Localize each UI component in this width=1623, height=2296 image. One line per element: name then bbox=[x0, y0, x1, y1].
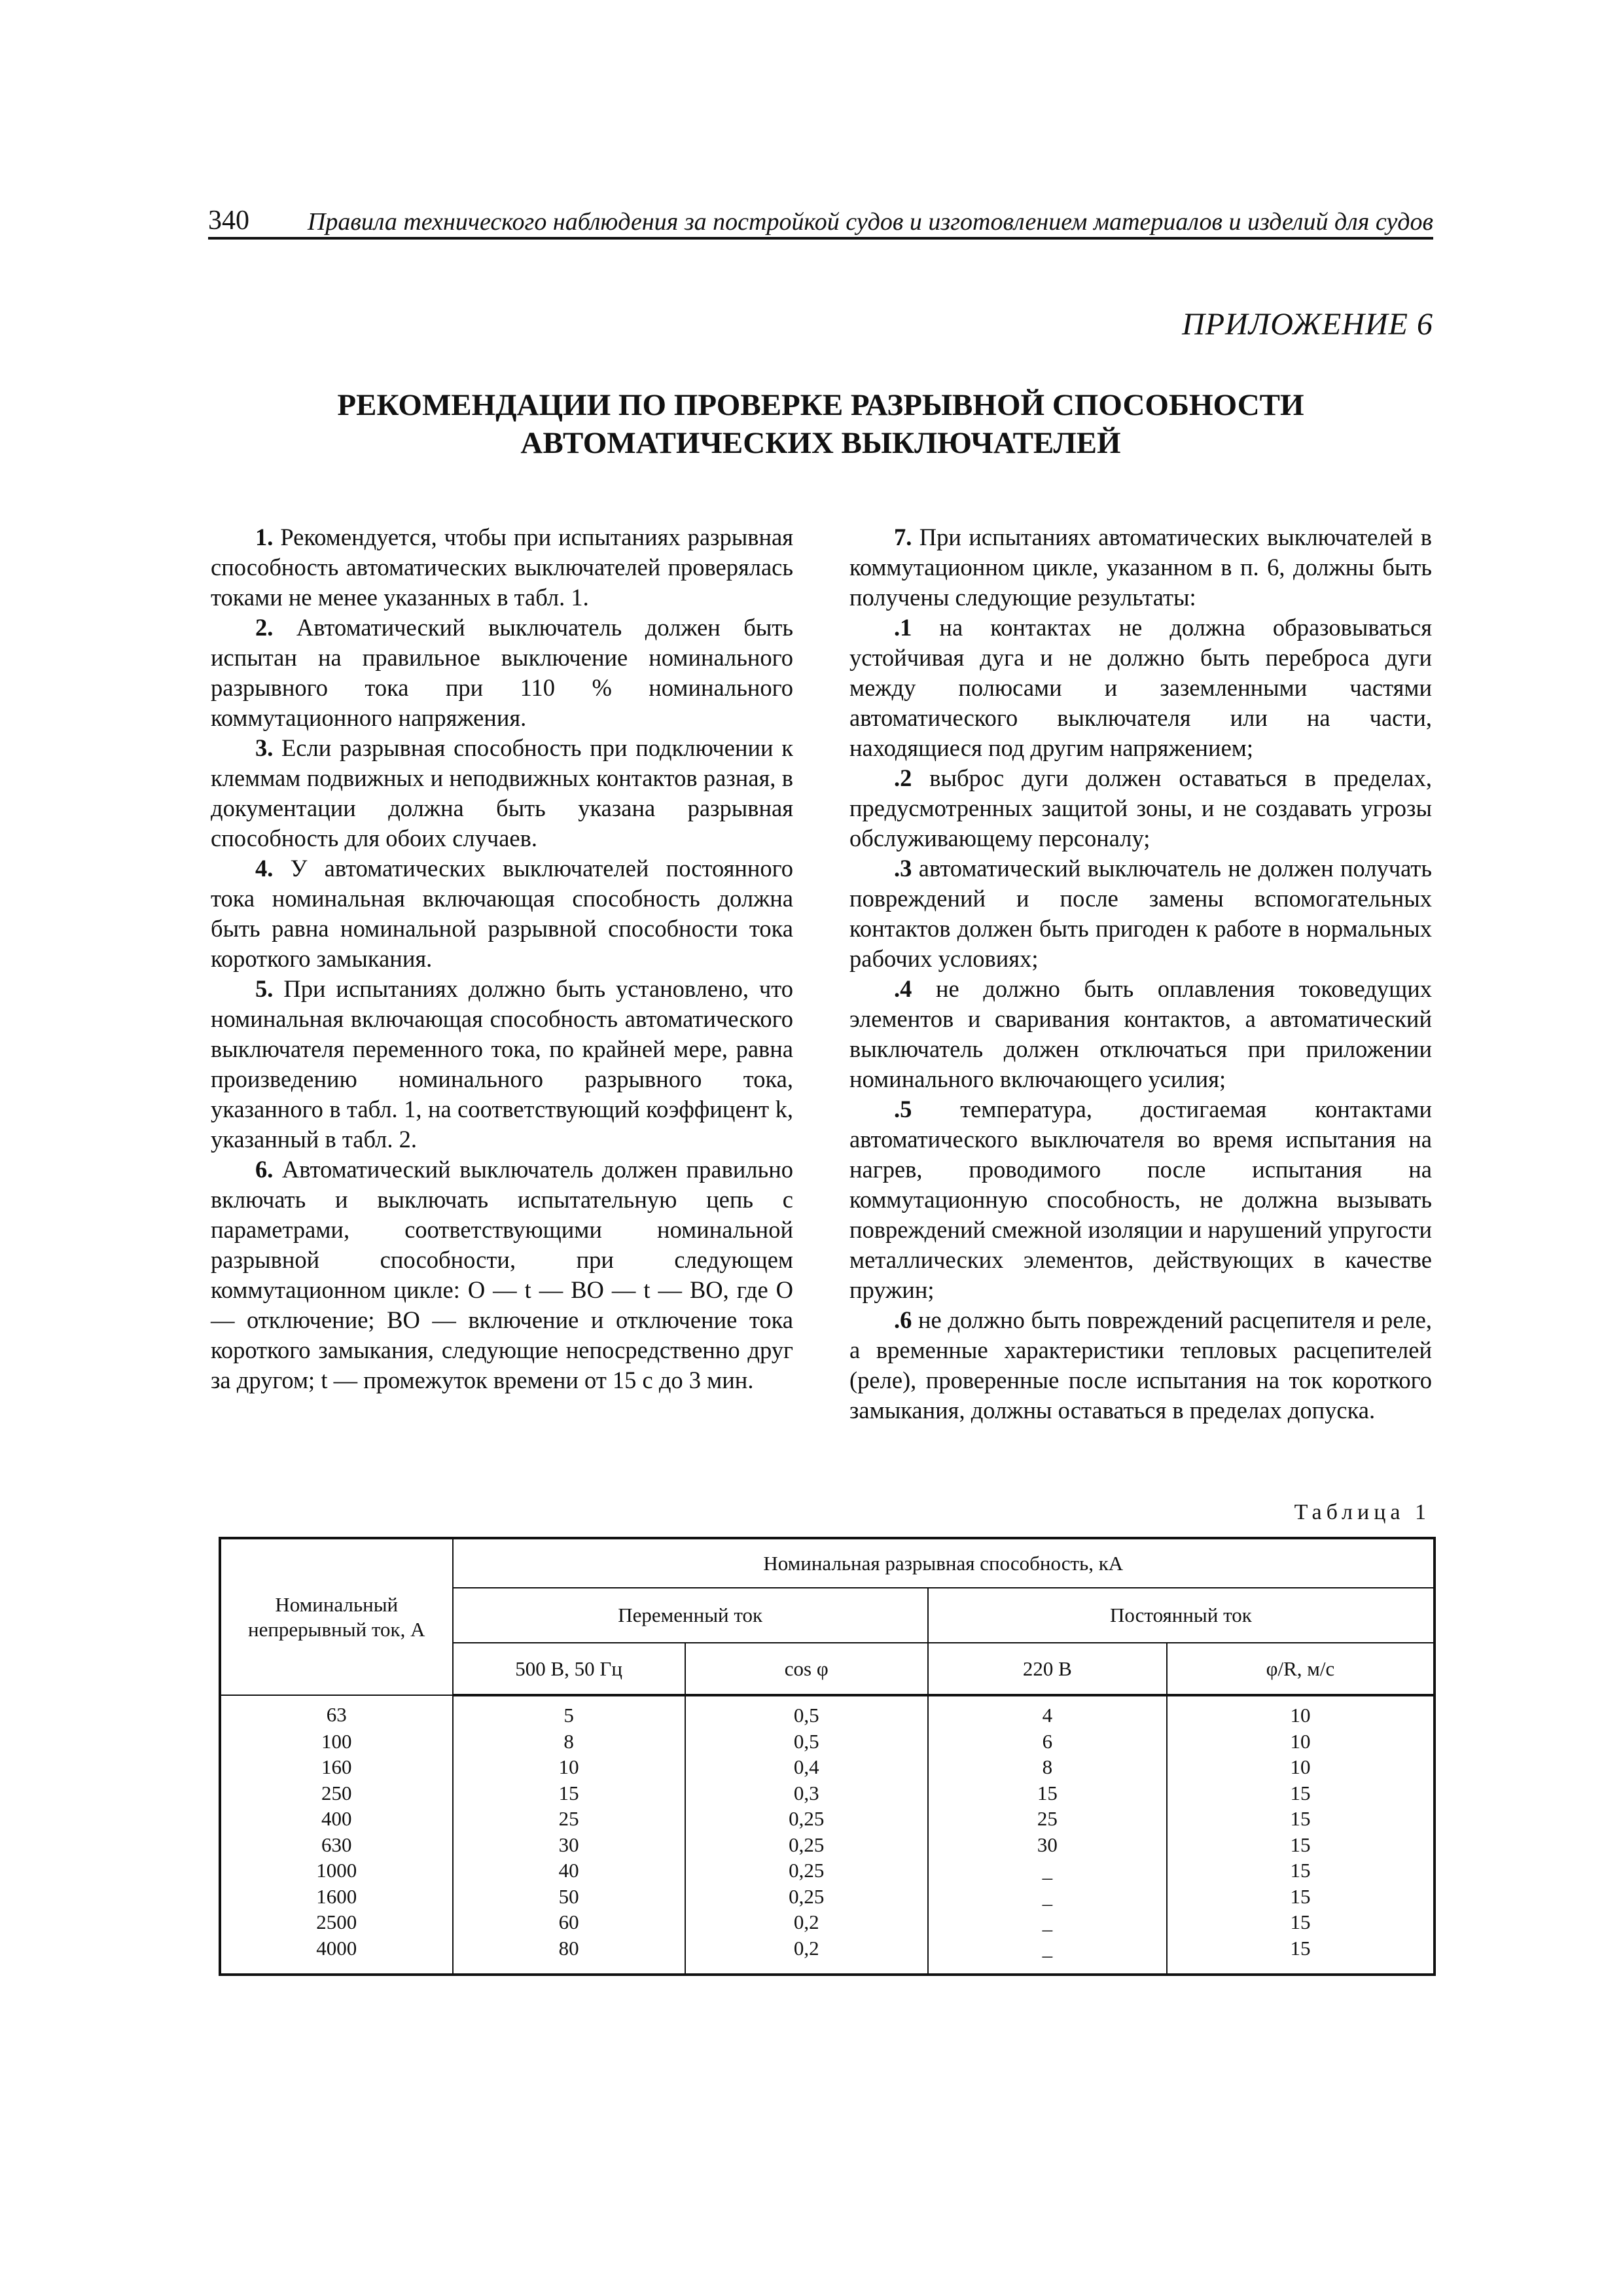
paragraph-text: не должно быть оплавления токоведущих элементов и сваривания контактов, а автоматический выключатель должен отключаться при приложении номинального включающего усилия; bbox=[849, 975, 1432, 1092]
table-cell: 1000 bbox=[220, 1857, 453, 1884]
paragraph-text: выброс дуги должен оставаться в пределах, предусмотренных защитой зоны, и не создавать угрозы обслуживающему персоналу; bbox=[849, 764, 1432, 852]
paragraph-number: 4. bbox=[255, 855, 274, 882]
table-row bbox=[220, 1909, 1435, 1935]
table-cell: 40 bbox=[453, 1857, 685, 1884]
table-cell: _ bbox=[928, 1935, 1167, 1975]
table-cell: 25 bbox=[928, 1806, 1167, 1832]
paragraph bbox=[211, 974, 793, 1155]
table-cell: 8 bbox=[928, 1754, 1167, 1780]
paragraph bbox=[849, 613, 1432, 763]
paragraph-number: 3. bbox=[255, 734, 274, 761]
table-cell: 0,25 bbox=[685, 1832, 928, 1858]
paragraph-number: 6. bbox=[255, 1156, 274, 1183]
paragraph-text: Автоматический выключатель должен быть испытан на правильное выключение номинального разрывного тока при 110 % номинального коммутационного напряжения. bbox=[211, 614, 793, 731]
table-cell: 0,5 bbox=[685, 1729, 928, 1755]
table-cell: 15 bbox=[1167, 1909, 1435, 1935]
table-row bbox=[220, 1729, 1435, 1755]
table-row bbox=[220, 1806, 1435, 1832]
paragraph bbox=[211, 613, 793, 733]
paragraph-text: Автоматический выключатель должен правильно включать и выключать испытательную цепь с параметрами, соответствующими номинальной разрывной способности, при следующем коммутационном цикле: О — t — ВО — t — ВО, где О — отключение; ВО — включение и отключение тока короткого замыкания, следующие непосредственно друг за другом; t — промежуток времени от 15 с до 3 мин. bbox=[211, 1156, 793, 1393]
header-ac: Переменный ток bbox=[453, 1588, 928, 1643]
table-cell: 0,25 bbox=[685, 1884, 928, 1910]
body-columns bbox=[211, 522, 1432, 1491]
header-cos-phi: cos φ bbox=[685, 1643, 928, 1695]
table-cell: 250 bbox=[220, 1780, 453, 1806]
header-rated-current: Номинальный непрерывный ток, А bbox=[220, 1538, 453, 1695]
table-cell: 160 bbox=[220, 1754, 453, 1780]
paragraph-text: не должно быть повреждений расцепителя и реле, а временные характеристики тепловых расцепителей (реле), проверенные после испытания на ток короткого замыкания, должны оставаться в пределах допуска. bbox=[849, 1306, 1432, 1424]
paragraph bbox=[849, 853, 1432, 974]
appendix-label: ПРИЛОЖЕНИЕ 6 bbox=[1182, 307, 1433, 342]
paragraph-text: При испытаниях автоматических выключателей в коммутационном цикле, указанном в п. 6, должны быть получены следующие результаты: bbox=[849, 524, 1432, 611]
table-cell: 0,5 bbox=[685, 1695, 928, 1729]
paragraph bbox=[211, 733, 793, 853]
table-cell: 5 bbox=[453, 1695, 685, 1729]
header-ac-voltage: 500 В, 50 Гц bbox=[453, 1643, 685, 1695]
paragraph bbox=[211, 1155, 793, 1395]
table-cell: 0,3 bbox=[685, 1780, 928, 1806]
header-dc-voltage: 220 В bbox=[928, 1643, 1167, 1695]
table-cell: 0,25 bbox=[685, 1857, 928, 1884]
table-cell: 2500 bbox=[220, 1909, 453, 1935]
page-number: 340 bbox=[208, 206, 249, 236]
table-cell: 0,2 bbox=[685, 1909, 928, 1935]
table-cell: 15 bbox=[1167, 1935, 1435, 1975]
paragraph-text: Рекомендуется, чтобы при испытаниях разрывная способность автоматических выключателей проверялась токами не менее указанных в табл. 1. bbox=[211, 524, 793, 611]
table-cell: 15 bbox=[1167, 1780, 1435, 1806]
table-cell: 6 bbox=[928, 1729, 1167, 1755]
table-cell: 63 bbox=[220, 1695, 453, 1729]
paragraph bbox=[849, 1305, 1432, 1426]
paragraph bbox=[211, 853, 793, 974]
table-cell: 1600 bbox=[220, 1884, 453, 1910]
table-row bbox=[220, 1857, 1435, 1884]
table-row bbox=[220, 1754, 1435, 1780]
table-cell: 15 bbox=[1167, 1806, 1435, 1832]
table-cell: 15 bbox=[1167, 1884, 1435, 1910]
header-breaking-capacity: Номинальная разрывная способность, кА bbox=[453, 1538, 1435, 1588]
table-cell: 10 bbox=[1167, 1695, 1435, 1729]
table-cell: _ bbox=[928, 1909, 1167, 1935]
table-row bbox=[220, 1832, 1435, 1858]
table-label: Таблица 1 bbox=[1294, 1500, 1431, 1524]
paragraph-number: .5 bbox=[894, 1096, 912, 1122]
table-cell: 25 bbox=[453, 1806, 685, 1832]
table-cell: 60 bbox=[453, 1909, 685, 1935]
table-cell: 80 bbox=[453, 1935, 685, 1975]
paragraph-text: У автоматических выключателей постоянного тока номинальная включающая способность должна быть равна номинальной разрывной способности тока короткого замыкания. bbox=[211, 855, 793, 972]
table-cell: 15 bbox=[928, 1780, 1167, 1806]
table-cell: 8 bbox=[453, 1729, 685, 1755]
table-cell: 400 bbox=[220, 1806, 453, 1832]
table-cell: 50 bbox=[453, 1884, 685, 1910]
table-body bbox=[220, 1695, 1435, 1975]
document-title bbox=[208, 386, 1433, 462]
table-cell: 4 bbox=[928, 1695, 1167, 1729]
paragraph bbox=[849, 763, 1432, 853]
table-cell: 30 bbox=[928, 1832, 1167, 1858]
table-cell: 10 bbox=[1167, 1729, 1435, 1755]
table-cell: 30 bbox=[453, 1832, 685, 1858]
paragraph-number: .6 bbox=[894, 1306, 912, 1333]
paragraph-number: 2. bbox=[255, 614, 274, 641]
paragraph-number: .2 bbox=[894, 764, 912, 791]
table-cell: 100 bbox=[220, 1729, 453, 1755]
table-row bbox=[220, 1935, 1435, 1975]
page-header bbox=[208, 196, 1433, 240]
table-cell: 10 bbox=[453, 1754, 685, 1780]
left-column bbox=[211, 522, 793, 1491]
paragraph-text: Если разрывная способность при подключении к клеммам подвижных и неподвижных контактов разная, в документации должна быть указана разрывная способность для обоих случаев. bbox=[211, 734, 793, 852]
running-title: Правила технического наблюдения за постройкой судов и изготовлением материалов и изделий для судов bbox=[307, 208, 1433, 236]
table-cell: 0,25 bbox=[685, 1806, 928, 1832]
paragraph-number: .3 bbox=[894, 855, 912, 882]
header-dc: Постоянный ток bbox=[928, 1588, 1435, 1643]
table-cell: 0,2 bbox=[685, 1935, 928, 1975]
table-cell: 15 bbox=[453, 1780, 685, 1806]
paragraph-number: 5. bbox=[255, 975, 274, 1002]
paragraph-text: При испытаниях должно быть установлено, что номинальная включающая способность автоматического выключателя переменного тока, по крайней мере, равна произведению номинального разрывного тока, указанного в табл. 1, на соответствующий коэффицент k, указанный в табл. 2. bbox=[211, 975, 793, 1153]
paragraph bbox=[211, 522, 793, 613]
table-cell: 630 bbox=[220, 1832, 453, 1858]
paragraph-number: .4 bbox=[894, 975, 912, 1002]
paragraph-number: 1. bbox=[255, 524, 274, 550]
table-cell: _ bbox=[928, 1884, 1167, 1910]
table-row bbox=[220, 1780, 1435, 1806]
paragraph-text: температура, достигаемая контактами автоматического выключателя во время испытания на нагрев, проводимого после испытания на коммутационную способность, не должна вызывать повреждений смежной изоляции и нарушений упругости металлических элементов, действующих в качестве пружин; bbox=[849, 1096, 1432, 1303]
paragraph bbox=[849, 974, 1432, 1094]
paragraph-number: .1 bbox=[894, 614, 912, 641]
table-row bbox=[220, 1884, 1435, 1910]
table-cell: 10 bbox=[1167, 1754, 1435, 1780]
table-cell: 15 bbox=[1167, 1857, 1435, 1884]
title-line-1: РЕКОМЕНДАЦИИ ПО ПРОВЕРКЕ РАЗРЫВНОЙ СПОСОБНОСТИ bbox=[337, 388, 1304, 422]
table-row bbox=[220, 1695, 1435, 1729]
breaking-capacity-table bbox=[219, 1537, 1436, 1976]
paragraph-text: автоматический выключатель не должен получать повреждений и после замены вспомогательных контактов должен быть пригоден к работе в нормальных рабочих условиях; bbox=[849, 855, 1432, 972]
table-cell: _ bbox=[928, 1857, 1167, 1884]
title-line-2: АВТОМАТИЧЕСКИХ ВЫКЛЮЧАТЕЛЕЙ bbox=[520, 426, 1121, 460]
paragraph-number: 7. bbox=[894, 524, 912, 550]
table-cell: 0,4 bbox=[685, 1754, 928, 1780]
paragraph bbox=[849, 1094, 1432, 1305]
header-ratio: φ/R, м/с bbox=[1167, 1643, 1435, 1695]
table-cell: 4000 bbox=[220, 1935, 453, 1975]
paragraph bbox=[849, 522, 1432, 613]
table-cell: 15 bbox=[1167, 1832, 1435, 1858]
paragraph-text: на контактах не должна образовываться устойчивая дуга и не должно быть переброса дуги между полюсами и заземленными частями автоматического выключателя или на части, находящиеся под другим напряжением; bbox=[849, 614, 1432, 761]
right-column bbox=[849, 522, 1432, 1491]
